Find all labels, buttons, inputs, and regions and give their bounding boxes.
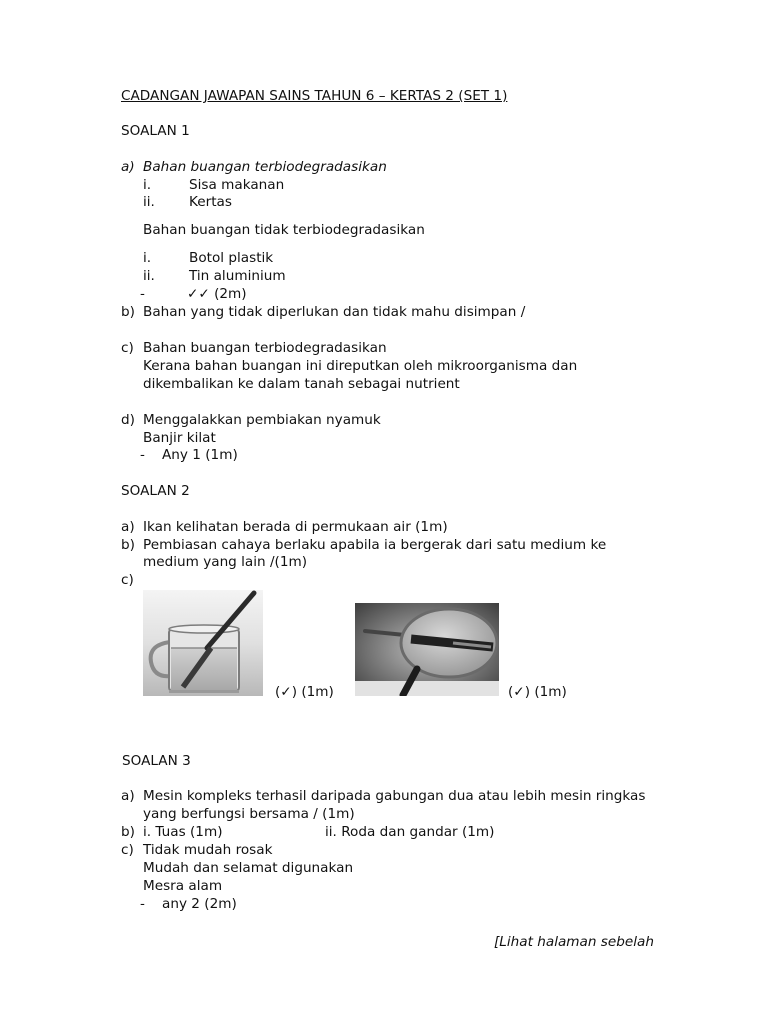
q3-c-text: Tidak mudah rosak bbox=[143, 842, 273, 858]
q1-a-ii-text: Kertas bbox=[189, 194, 232, 210]
image2-mark: (✓) (1m) bbox=[508, 684, 567, 700]
q1-a-i-num: i. bbox=[143, 177, 152, 193]
glass-pencil-illustration bbox=[143, 590, 263, 696]
q3-b-ii: ii. Roda dan gandar (1m) bbox=[325, 824, 495, 840]
q1-nb-ii-text: Tin aluminium bbox=[189, 268, 286, 284]
q1-b-text: Bahan yang tidak diperlukan dan tidak mahu disimpan / bbox=[143, 304, 526, 320]
question-1-heading: SOALAN 1 bbox=[121, 123, 190, 139]
magnifier-pen-photo bbox=[355, 603, 499, 696]
q2-b-text: Pembiasan cahaya berlaku apabila ia bergerak dari satu medium ke bbox=[143, 537, 607, 553]
q1-d-line2: Banjir kilat bbox=[143, 430, 216, 446]
magnifier-pen-illustration bbox=[355, 603, 499, 696]
glass-pencil-photo bbox=[143, 590, 263, 696]
q2-c-label: c) bbox=[121, 572, 134, 588]
q1-nb-ii-num: ii. bbox=[143, 268, 155, 284]
q1-c-text: Bahan buangan terbiodegradasikan bbox=[143, 340, 387, 356]
q1-a-label: a) bbox=[121, 159, 135, 175]
q1-a-marks: ✓✓ (2m) bbox=[187, 286, 247, 302]
image1-mark: (✓) (1m) bbox=[275, 684, 334, 700]
q1-d-marks: Any 1 (1m) bbox=[162, 447, 238, 463]
q1-d-label: d) bbox=[121, 412, 135, 428]
q3-c-dash: - bbox=[140, 896, 145, 912]
q3-c-label: c) bbox=[121, 842, 134, 858]
q3-a-text: Mesin kompleks terhasil daripada gabungan dua atau lebih mesin ringkas bbox=[143, 788, 646, 804]
q3-c-marks: any 2 (2m) bbox=[162, 896, 237, 912]
q3-c-line2: Mudah dan selamat digunakan bbox=[143, 860, 354, 876]
q3-b-label: b) bbox=[121, 824, 135, 840]
q2-a-text: Ikan kelihatan berada di permukaan air (1m) bbox=[143, 519, 448, 535]
q1-a-text: Bahan buangan terbiodegradasikan bbox=[143, 159, 387, 175]
question-3-heading: SOALAN 3 bbox=[122, 753, 191, 769]
q1-a-ii-num: ii. bbox=[143, 194, 155, 210]
q3-b-i: i. Tuas (1m) bbox=[143, 824, 223, 840]
question-2-heading: SOALAN 2 bbox=[121, 483, 190, 499]
q1-d-text: Menggalakkan pembiakan nyamuk bbox=[143, 412, 381, 428]
q1-d-dash: - bbox=[140, 447, 145, 463]
q1-b-label: b) bbox=[121, 304, 135, 320]
q1-c-line2: Kerana bahan buangan ini direputkan oleh mikroorganisma dan bbox=[143, 358, 578, 374]
footer-next-page: [Lihat halaman sebelah bbox=[494, 934, 654, 950]
q3-a-label: a) bbox=[121, 788, 135, 804]
q1-nb-i-text: Botol plastik bbox=[189, 250, 274, 266]
page-title: CADANGAN JAWAPAN SAINS TAHUN 6 – KERTAS 2 (SET 1) bbox=[121, 88, 508, 104]
q2-b-line2: medium yang lain /(1m) bbox=[143, 554, 308, 570]
q1-a-i-text: Sisa makanan bbox=[189, 177, 285, 193]
q1-c-line3: dikembalikan ke dalam tanah sebagai nutrient bbox=[143, 376, 460, 392]
q3-a-line2: yang berfungsi bersama / (1m) bbox=[143, 806, 355, 822]
q1-a-dash: - bbox=[140, 286, 145, 302]
q1-c-label: c) bbox=[121, 340, 134, 356]
q2-a-label: a) bbox=[121, 519, 135, 535]
q1-nb-i-num: i. bbox=[143, 250, 152, 266]
q3-c-line3: Mesra alam bbox=[143, 878, 223, 894]
q1-non-bio-heading: Bahan buangan tidak terbiodegradasikan bbox=[143, 222, 425, 238]
q2-b-label: b) bbox=[121, 537, 135, 553]
